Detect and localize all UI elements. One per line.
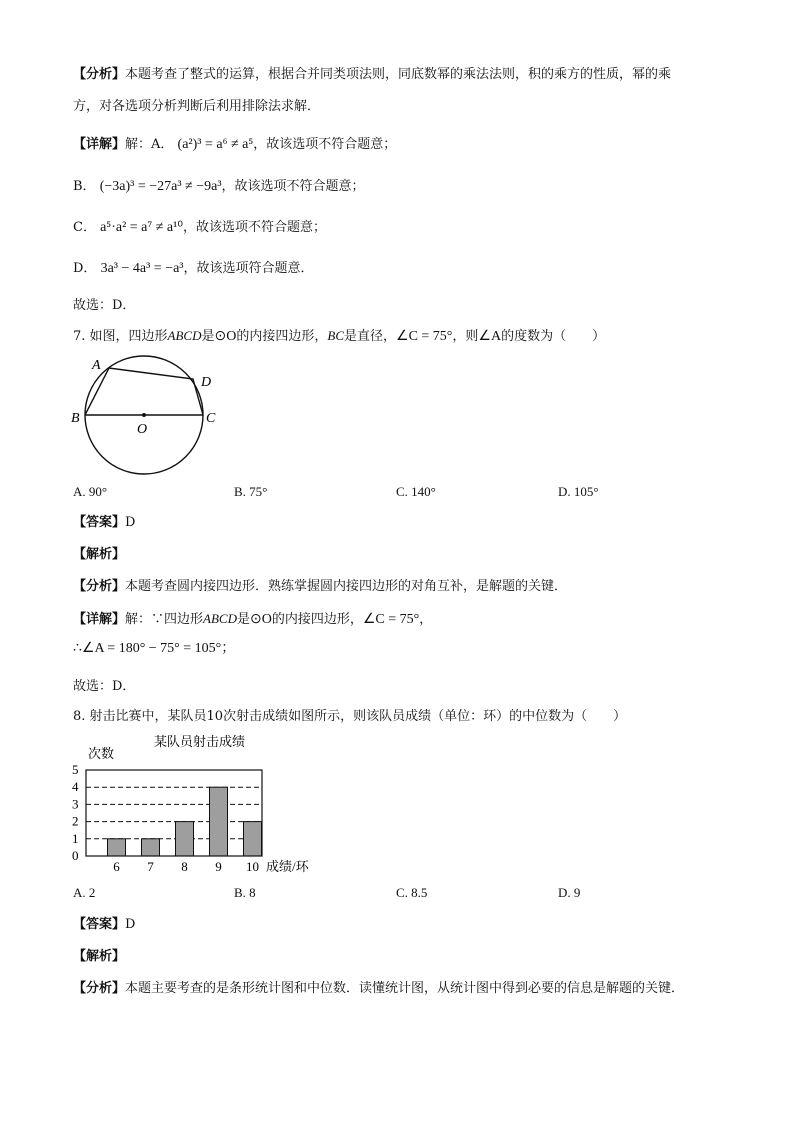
quadrilateral-abcd (85, 368, 203, 415)
formula-d: 3a³ − 4a³ = −a³ (100, 261, 184, 276)
q7-detail: 【详解】解：∵四边形ABCD是⊙O的内接四边形，∠C = 75°， (73, 611, 433, 627)
y-tick-label: 5 (72, 762, 79, 777)
analysis-tag: 【分析】 (73, 67, 126, 82)
detail-line-a: 【详解】解：A． (a²)³ = a⁶ ≠ a⁵，故该选项不符合题意； (73, 137, 397, 152)
q8-analysis: 【分析】本题主要考查的是条形统计图和中位数．读懂统计图，从统计图中得到必要的信息是解题的关键． (73, 981, 685, 996)
x-tick-label: 6 (113, 859, 120, 874)
x-tick-label: 8 (181, 859, 188, 874)
formula-a: (a²)³ = a⁶ ≠ a⁵ (177, 137, 254, 152)
q8-jiexi: 【解析】 (73, 949, 126, 964)
q7-therefore: ∴∠A = 180° − 75° = 105°； (73, 641, 236, 656)
q7-answer: 【答案】D (73, 515, 136, 530)
q7-jiexi: 【解析】 (73, 547, 126, 562)
chart-title: 某队员射击成绩 (154, 734, 246, 749)
y-tick-label: 2 (72, 813, 79, 829)
x-tick-label: 10 (246, 859, 259, 874)
bar (142, 839, 160, 856)
y-tick-label: 4 (72, 779, 79, 795)
x-tick-label: 7 (147, 859, 154, 874)
q7-option-a: A. 90° (73, 484, 108, 499)
y-tick-label: 1 (72, 830, 79, 846)
bar (108, 839, 126, 856)
detail-line-b: B． (−3a)³ = −27a³ ≠ −9a³，故该选项不符合题意； (73, 179, 365, 194)
center-point (142, 413, 146, 417)
detail-tag: 【详解】 (73, 137, 126, 152)
bar (244, 822, 262, 856)
q8-answer: 【答案】D (73, 917, 136, 932)
q8-option-c: C. 8.5 (396, 885, 428, 900)
label-d: D (201, 375, 212, 390)
label-a: A (92, 358, 101, 373)
y-tick-label: 0 (72, 848, 79, 863)
q8-option-b: B. 8 (234, 885, 256, 900)
q8-stem: 8. 射击比赛中，某队员10次射击成绩如图所示，则该队员成绩（单位：环）的中位数为（ ） (73, 709, 627, 724)
q8-option-d: D. 9 (558, 885, 581, 900)
choose-line-1: 故选：D． (73, 298, 136, 313)
detail-line-c: C． a⁵·a² = a⁷ ≠ a¹⁰，故该选项不符合题意； (73, 220, 326, 235)
q7-stem: 7. 如图，四边形ABCD是⊙O的内接四边形，BC是直径，∠C = 75°，则∠A的度数为（ ） (73, 328, 606, 344)
q8-option-a: A. 2 (73, 885, 96, 900)
label-c: C (206, 411, 216, 426)
bar (210, 787, 228, 856)
bar-chart (66, 732, 336, 880)
q7-option-d: D. 105° (558, 484, 599, 499)
bar (176, 822, 194, 856)
analysis-line-1: 【分析】本题考查了整式的运算，根据合并同类项法则，同底数幂的乘法法则，积的乘方的性质，幂的乘 (73, 67, 672, 82)
label-b: B (71, 411, 80, 426)
label-o: O (137, 422, 148, 437)
q7-option-b: B. 75° (234, 484, 268, 499)
chart-xlabel: 成绩/环 (266, 859, 309, 874)
formula-b: (−3a)³ = −27a³ ≠ −9a³ (99, 179, 222, 194)
q7-analysis: 【分析】本题考查圆内接四边形．熟练掌握圆内接四边形的对角互补，是解题的关键． (73, 579, 568, 594)
analysis-line-2: 方，对各选项分析判断后利用排除法求解． (73, 99, 321, 114)
chart-ylabel: 次数 (88, 746, 115, 761)
detail-line-d: D． 3a³ − 4a³ = −a³，故该选项符合题意． (73, 261, 314, 276)
q7-choose: 故选：D． (73, 679, 136, 694)
formula-c: a⁵·a² = a⁷ ≠ a¹⁰ (100, 220, 183, 235)
y-tick-label: 3 (72, 796, 79, 812)
x-tick-label: 9 (215, 859, 222, 874)
q7-option-c: C. 140° (396, 484, 436, 499)
circle-figure (66, 350, 236, 486)
